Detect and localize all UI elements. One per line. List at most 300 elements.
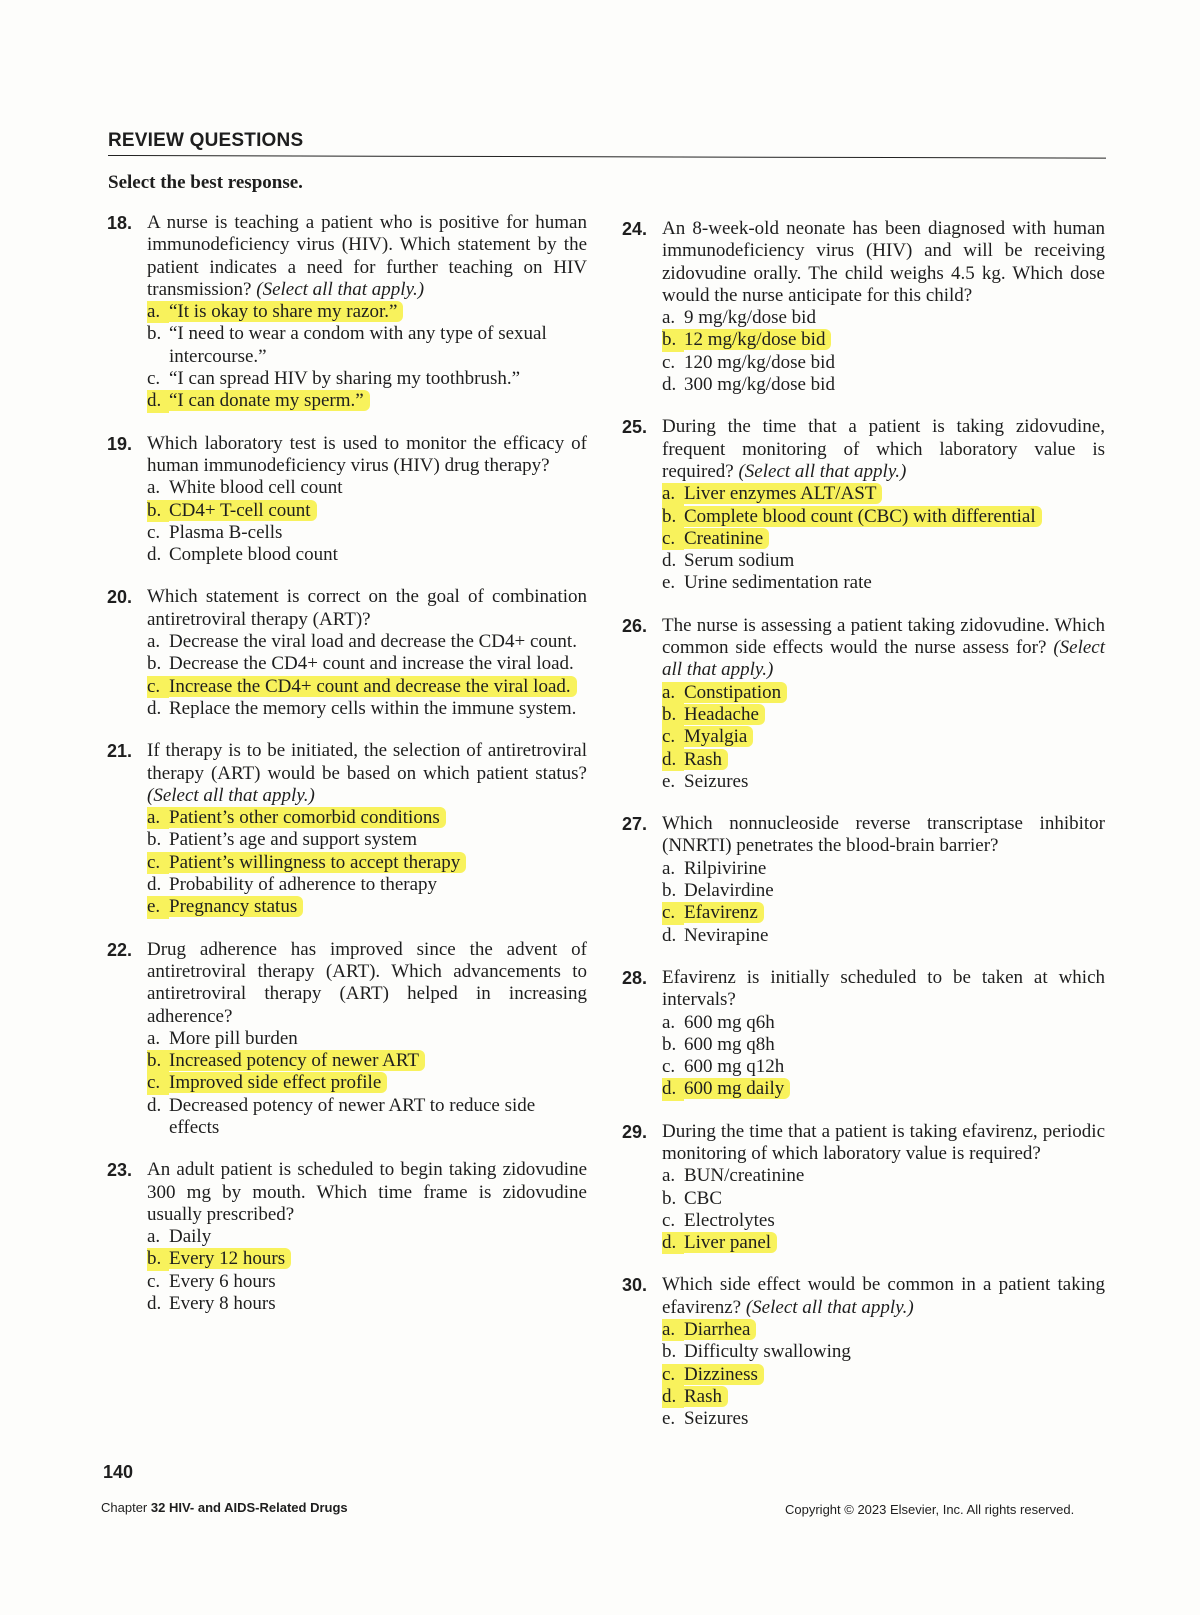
question-stem xyxy=(622,813,1105,858)
answer-option xyxy=(147,631,587,653)
question-stem-text: During the time that a patient is taking efavirenz, periodic monitoring of which laboratory value is required? xyxy=(662,1120,1105,1164)
question-25 xyxy=(622,416,1105,594)
answer-option-highlighted xyxy=(662,726,1105,748)
option-text xyxy=(169,1072,587,1094)
question-stem-text: A nurse is teaching a patient who is positive for human immunodeficiency virus (HIV). Which statement by the patient indicates a need for further teaching on HIV transmission? xyxy=(147,212,587,300)
question-22 xyxy=(107,939,587,1140)
option-letter: b. xyxy=(147,1050,169,1072)
option-text xyxy=(684,374,1105,396)
answer-option-highlighted xyxy=(662,749,1105,771)
option-letter: e. xyxy=(662,1408,676,1430)
answer-option-highlighted xyxy=(147,500,587,522)
option-letter: c. xyxy=(147,521,161,543)
select-all-note: (Select all that apply.) xyxy=(738,460,907,482)
answer-option-highlighted xyxy=(662,1319,1105,1341)
option-text xyxy=(169,896,587,918)
option-letter: d. xyxy=(662,374,677,396)
question-number: 21. xyxy=(107,741,133,762)
question-text xyxy=(662,967,1105,1012)
question-number: 23. xyxy=(107,1160,133,1181)
answer-option xyxy=(662,1165,1105,1187)
answer-option xyxy=(147,522,587,544)
option-label: Diarrhea xyxy=(684,1319,756,1340)
option-text xyxy=(169,544,587,566)
option-letter: d. xyxy=(147,874,162,896)
option-letter: a. xyxy=(147,1027,161,1049)
option-label: Decrease the viral load and decrease the CD4+ count. xyxy=(169,631,577,653)
option-text xyxy=(684,1319,1105,1341)
question-21 xyxy=(107,740,587,918)
option-text xyxy=(169,368,587,390)
option-text xyxy=(684,902,1105,924)
option-letter: b. xyxy=(147,829,162,851)
option-label: CD4+ T-cell count xyxy=(169,500,317,521)
question-27 xyxy=(622,813,1105,947)
option-letter: b. xyxy=(662,1187,677,1209)
question-23 xyxy=(107,1159,587,1315)
option-letter: b. xyxy=(147,500,169,522)
option-label: Myalgia xyxy=(684,726,753,747)
option-text xyxy=(169,829,587,851)
option-letter: a. xyxy=(147,807,169,829)
question-number: 28. xyxy=(622,967,648,988)
option-label: Seizures xyxy=(684,1408,749,1430)
answer-option-highlighted xyxy=(147,807,587,829)
option-text xyxy=(684,1012,1105,1034)
answer-option-highlighted xyxy=(662,329,1105,351)
question-stem xyxy=(622,1274,1105,1319)
option-label: Complete blood count xyxy=(169,544,338,566)
option-text xyxy=(684,1078,1105,1100)
option-letter: a. xyxy=(147,631,161,653)
question-text xyxy=(662,218,1105,307)
answer-option-highlighted xyxy=(662,704,1105,726)
question-number: 30. xyxy=(622,1275,648,1296)
option-text xyxy=(684,1188,1105,1210)
question-number: 25. xyxy=(622,417,648,438)
option-letter: a. xyxy=(662,1011,676,1033)
option-label: 300 mg/kg/dose bid xyxy=(684,374,835,396)
option-text xyxy=(684,682,1105,704)
option-label: Improved side effect profile xyxy=(169,1072,387,1093)
option-label: Complete blood count (CBC) with differential xyxy=(684,506,1042,527)
option-label: “I need to wear a condom with any type of sexual intercourse.” xyxy=(169,323,547,367)
question-number: 24. xyxy=(622,219,648,239)
option-label: Seizures xyxy=(684,770,749,792)
answer-option-highlighted xyxy=(147,1248,587,1270)
option-letter: c. xyxy=(147,368,161,390)
option-letter: d. xyxy=(147,390,169,412)
answer-option xyxy=(662,1408,1105,1430)
answer-option-highlighted xyxy=(662,902,1105,924)
option-letter: d. xyxy=(147,697,162,719)
answer-option-highlighted xyxy=(147,301,587,323)
answer-option xyxy=(147,1028,587,1050)
option-letter: c. xyxy=(662,902,684,924)
question-text xyxy=(662,1274,1105,1319)
option-letter: c. xyxy=(662,1209,676,1231)
option-text xyxy=(169,653,587,675)
option-label: Pregnancy status xyxy=(169,896,303,917)
option-text xyxy=(169,390,587,412)
option-letter: a. xyxy=(662,1165,676,1187)
option-letter: a. xyxy=(662,1319,684,1341)
answer-option-highlighted xyxy=(662,483,1105,505)
option-text xyxy=(169,477,587,499)
option-text xyxy=(684,1210,1105,1232)
option-letter: c. xyxy=(147,852,169,874)
option-letter: b. xyxy=(662,506,684,528)
question-number: 19. xyxy=(107,433,133,454)
option-label: CBC xyxy=(684,1187,723,1209)
option-text xyxy=(169,1293,587,1315)
answer-option-highlighted xyxy=(147,1072,587,1094)
answer-option-highlighted xyxy=(662,1364,1105,1386)
option-text xyxy=(684,506,1105,528)
option-label: Rilpivirine xyxy=(684,857,767,879)
option-letter: a. xyxy=(147,1226,161,1248)
option-label: “I can donate my sperm.” xyxy=(169,390,370,411)
option-text xyxy=(169,1226,587,1248)
question-stem-text: Efavirenz is initially scheduled to be taken at which intervals? xyxy=(662,966,1105,1011)
section-title: REVIEW QUESTIONS xyxy=(108,130,304,151)
option-letter: d. xyxy=(147,1293,162,1315)
question-stem-text: Which side effect would be common in a patient taking efavirenz? xyxy=(662,1274,1105,1318)
question-text xyxy=(662,1121,1105,1166)
answer-option xyxy=(147,1226,587,1248)
option-text xyxy=(684,307,1105,329)
option-label: Increase the CD4+ count and decrease the viral load. xyxy=(169,676,577,697)
option-label: Every 8 hours xyxy=(169,1293,276,1315)
answer-option xyxy=(662,1188,1105,1210)
select-all-note: (Select all that apply.) xyxy=(147,784,315,806)
option-letter: b. xyxy=(662,880,677,902)
option-text xyxy=(684,528,1105,550)
option-text xyxy=(684,1056,1105,1078)
answer-option-highlighted xyxy=(147,852,587,874)
option-text xyxy=(684,1165,1105,1187)
option-text xyxy=(169,852,587,874)
answer-option xyxy=(147,698,587,720)
option-label: Liver panel xyxy=(684,1232,777,1253)
option-label: 12 mg/kg/dose bid xyxy=(684,329,831,350)
answer-option-highlighted xyxy=(147,390,587,412)
question-number: 27. xyxy=(622,814,648,835)
question-stem-text: Which nonnucleoside reverse transcriptase inhibitor (NNRTI) penetrates the blood-brain barrier? xyxy=(662,813,1105,857)
option-label: 600 mg q8h xyxy=(684,1033,775,1055)
option-label: White blood cell count xyxy=(169,477,343,499)
question-number: 22. xyxy=(107,939,133,960)
question-number: 20. xyxy=(107,587,133,608)
option-letter: b. xyxy=(662,1033,677,1055)
option-label: Probability of adherence to therapy xyxy=(169,874,438,896)
option-text xyxy=(684,1408,1105,1430)
answer-option xyxy=(147,874,587,896)
question-text xyxy=(662,615,1105,682)
left-column xyxy=(107,212,587,1335)
question-stem-text: An 8-week-old neonate has been diagnosed with human immunodeficiency virus (HIV) and will be receiving zidovudine orally. The child weighs 4.5 kg. Which dose would the nurse anticipate for this child? xyxy=(662,218,1105,306)
question-stem xyxy=(622,615,1105,682)
option-label: 600 mg q6h xyxy=(684,1011,775,1033)
option-letter: c. xyxy=(147,1270,161,1292)
option-letter: d. xyxy=(147,1094,162,1116)
answer-option-highlighted xyxy=(662,506,1105,528)
option-label: Delavirdine xyxy=(684,880,774,902)
option-letter: a. xyxy=(662,682,684,704)
option-letter: d. xyxy=(662,924,677,946)
question-text xyxy=(147,740,587,807)
option-label: Nevirapine xyxy=(684,924,769,946)
option-label: 600 mg daily xyxy=(684,1078,790,1099)
option-letter: c. xyxy=(662,726,684,748)
option-label: 120 mg/kg/dose bid xyxy=(684,351,835,373)
option-text xyxy=(684,880,1105,902)
option-text xyxy=(169,698,587,720)
option-text xyxy=(169,1050,587,1072)
question-stem-text: Which laboratory test is used to monitor the efficacy of human immunodeficiency virus (HIV) drug therapy? xyxy=(147,432,587,476)
option-text xyxy=(169,323,587,368)
option-label: 600 mg q12h xyxy=(684,1056,785,1078)
question-stem xyxy=(107,212,587,301)
question-stem xyxy=(622,416,1105,483)
select-all-note: (Select all that apply.) xyxy=(745,1296,914,1318)
option-label: Patient’s willingness to accept therapy xyxy=(169,852,466,873)
answer-option-highlighted xyxy=(147,676,587,698)
option-letter: c. xyxy=(662,528,684,550)
option-text xyxy=(684,483,1105,505)
page-number: 140 xyxy=(103,1462,134,1482)
question-stem-text: If therapy is to be initiated, the selection of antiretroviral therapy (ART) would be based on which patient status? xyxy=(147,740,587,784)
question-text xyxy=(147,586,587,631)
option-letter: b. xyxy=(662,329,684,351)
option-text xyxy=(684,1232,1105,1254)
option-label: Increased potency of newer ART xyxy=(169,1050,425,1071)
option-text xyxy=(684,749,1105,771)
question-text xyxy=(147,939,587,1028)
answer-option xyxy=(147,323,587,368)
option-label: Urine sedimentation rate xyxy=(684,572,872,594)
option-text xyxy=(169,874,587,896)
option-letter: d. xyxy=(147,544,162,566)
option-letter: b. xyxy=(662,704,684,726)
option-text xyxy=(684,925,1105,947)
option-label: Replace the memory cells within the immune system. xyxy=(169,697,577,719)
question-28 xyxy=(622,967,1105,1101)
question-text xyxy=(147,1159,587,1226)
question-24 xyxy=(622,218,1105,396)
option-letter: c. xyxy=(662,351,676,373)
option-text xyxy=(684,726,1105,748)
answer-option-highlighted xyxy=(147,896,587,918)
option-text xyxy=(169,1028,587,1050)
question-26 xyxy=(622,615,1105,793)
option-text xyxy=(169,1095,587,1140)
instruction-text: Select the best response. xyxy=(108,172,303,193)
chapter-number: 32 xyxy=(150,1500,166,1515)
question-stem xyxy=(107,586,587,631)
option-text xyxy=(169,500,587,522)
option-letter: c. xyxy=(147,1072,169,1094)
option-label: Patient’s age and support system xyxy=(169,829,418,851)
select-all-note: (Select all that apply.) xyxy=(256,278,425,300)
answer-option xyxy=(662,352,1105,374)
option-letter: e. xyxy=(147,896,169,918)
option-text xyxy=(684,771,1105,793)
answer-option xyxy=(662,550,1105,572)
option-label: Efavirenz xyxy=(684,902,764,923)
answer-option xyxy=(662,1056,1105,1078)
option-label: 9 mg/kg/dose bid xyxy=(684,307,816,329)
answer-option xyxy=(147,477,587,499)
option-label: Serum sodium xyxy=(684,550,795,572)
question-stem xyxy=(107,433,587,478)
option-text xyxy=(684,1386,1105,1408)
answer-option xyxy=(147,1271,587,1293)
option-label: Patient’s other comorbid conditions xyxy=(169,807,446,828)
option-label: Decreased potency of newer ART to reduce side effects xyxy=(169,1094,536,1138)
answer-option xyxy=(147,653,587,675)
answer-option xyxy=(147,544,587,566)
option-text xyxy=(684,1341,1105,1363)
option-letter: d. xyxy=(662,1232,684,1254)
option-letter: b. xyxy=(147,323,162,345)
select-all-note: (Select all that apply.) xyxy=(662,637,1106,681)
option-letter: e. xyxy=(662,572,676,594)
option-label: Headache xyxy=(684,704,765,725)
option-letter: b. xyxy=(662,1341,677,1363)
question-stem-text: Drug adherence has improved since the advent of antiretroviral therapy (ART). Which advancements to antiretroviral therapy (ART) helped in increasing adherence? xyxy=(147,938,587,1027)
question-stem-text: The nurse is assessing a patient taking zidovudine. Which common side effects would the nurse assess for? xyxy=(662,614,1105,659)
option-label: “It is okay to share my razor.” xyxy=(169,301,403,322)
answer-option xyxy=(147,1095,587,1140)
option-label: Liver enzymes ALT/AST xyxy=(684,483,882,504)
question-stem-text: An adult patient is scheduled to begin taking zidovudine 300 mg by mouth. Which time frame is zidovudine usually prescribed? xyxy=(147,1159,587,1225)
answer-option xyxy=(662,1012,1105,1034)
option-label: Rash xyxy=(684,749,728,770)
question-30 xyxy=(622,1274,1105,1430)
question-19 xyxy=(107,433,587,567)
answer-option xyxy=(662,771,1105,793)
option-text xyxy=(169,1248,587,1270)
question-text xyxy=(662,813,1105,858)
option-letter: a. xyxy=(662,307,676,329)
option-text xyxy=(684,352,1105,374)
option-text xyxy=(684,572,1105,594)
option-label: Rash xyxy=(684,1386,728,1407)
option-label: More pill burden xyxy=(169,1027,298,1049)
question-stem xyxy=(107,740,587,807)
option-label: Every 6 hours xyxy=(169,1270,276,1292)
question-20 xyxy=(107,586,587,720)
answer-option-highlighted xyxy=(147,1050,587,1072)
answer-option xyxy=(147,368,587,390)
option-label: Creatinine xyxy=(684,528,769,549)
option-label: BUN/creatinine xyxy=(684,1165,805,1187)
answer-option xyxy=(662,572,1105,594)
option-text xyxy=(169,522,587,544)
answer-option xyxy=(662,858,1105,880)
question-stem xyxy=(622,218,1105,307)
copyright-notice: Copyright © 2023 Elsevier, Inc. All rights reserved. xyxy=(785,1502,1075,1517)
option-letter: a. xyxy=(662,857,676,879)
answer-option-highlighted xyxy=(662,682,1105,704)
option-text xyxy=(169,631,587,653)
right-column xyxy=(622,218,1105,1451)
answer-option xyxy=(147,829,587,851)
question-stem-text: Which statement is correct on the goal of combination antiretroviral therapy (ART)? xyxy=(147,586,587,630)
option-label: Electrolytes xyxy=(684,1209,775,1231)
option-letter: d. xyxy=(662,1078,684,1100)
question-stem xyxy=(107,1159,587,1226)
option-text xyxy=(684,1364,1105,1386)
question-number: 29. xyxy=(622,1121,648,1142)
question-number: 18. xyxy=(107,213,133,233)
option-label: Dizziness xyxy=(684,1364,764,1385)
option-text xyxy=(169,301,587,323)
answer-option xyxy=(662,374,1105,396)
question-text xyxy=(147,433,587,478)
question-18 xyxy=(107,212,587,413)
option-label: Constipation xyxy=(684,682,787,703)
question-stem-text: During the time that a patient is taking zidovudine, frequent monitoring of which laboratory value is required? xyxy=(662,416,1105,482)
question-text xyxy=(147,212,587,301)
option-text xyxy=(684,704,1105,726)
option-text xyxy=(684,858,1105,880)
option-text xyxy=(684,329,1105,351)
question-text xyxy=(662,416,1105,483)
answer-option-highlighted xyxy=(662,1232,1105,1254)
answer-option-highlighted xyxy=(662,528,1105,550)
answer-option xyxy=(662,1341,1105,1363)
option-letter: b. xyxy=(147,653,162,675)
option-text xyxy=(169,1271,587,1293)
chapter-title: HIV- and AIDS-Related Drugs xyxy=(168,1500,348,1515)
answer-option xyxy=(147,1293,587,1315)
option-letter: a. xyxy=(147,301,169,323)
question-number: 26. xyxy=(622,615,648,636)
option-text xyxy=(684,1034,1105,1056)
option-label: “I can spread HIV by sharing my toothbrush.” xyxy=(169,368,521,390)
option-letter: c. xyxy=(147,676,169,698)
option-label: Plasma B-cells xyxy=(169,521,283,543)
answer-option xyxy=(662,307,1105,329)
answer-option xyxy=(662,880,1105,902)
answer-option-highlighted xyxy=(662,1078,1105,1100)
answer-option xyxy=(662,1034,1105,1056)
option-letter: d. xyxy=(662,1386,684,1408)
question-stem xyxy=(107,939,587,1028)
chapter-label: Chapter xyxy=(101,1500,148,1515)
option-letter: d. xyxy=(662,749,684,771)
option-text xyxy=(169,807,587,829)
answer-option-highlighted xyxy=(662,1386,1105,1408)
option-letter: e. xyxy=(662,770,676,792)
question-stem xyxy=(622,1121,1105,1166)
option-letter: c. xyxy=(662,1056,676,1078)
option-letter: a. xyxy=(662,483,684,505)
option-text xyxy=(169,676,587,698)
option-letter: d. xyxy=(662,550,677,572)
option-letter: a. xyxy=(147,477,161,499)
answer-option xyxy=(662,1210,1105,1232)
option-label: Every 12 hours xyxy=(169,1248,291,1269)
option-label: Decrease the CD4+ count and increase the viral load. xyxy=(169,653,574,675)
option-text xyxy=(684,550,1105,572)
option-letter: b. xyxy=(147,1248,169,1270)
option-label: Difficulty swallowing xyxy=(684,1341,851,1363)
question-29 xyxy=(622,1121,1105,1255)
section-rule xyxy=(108,155,1106,159)
